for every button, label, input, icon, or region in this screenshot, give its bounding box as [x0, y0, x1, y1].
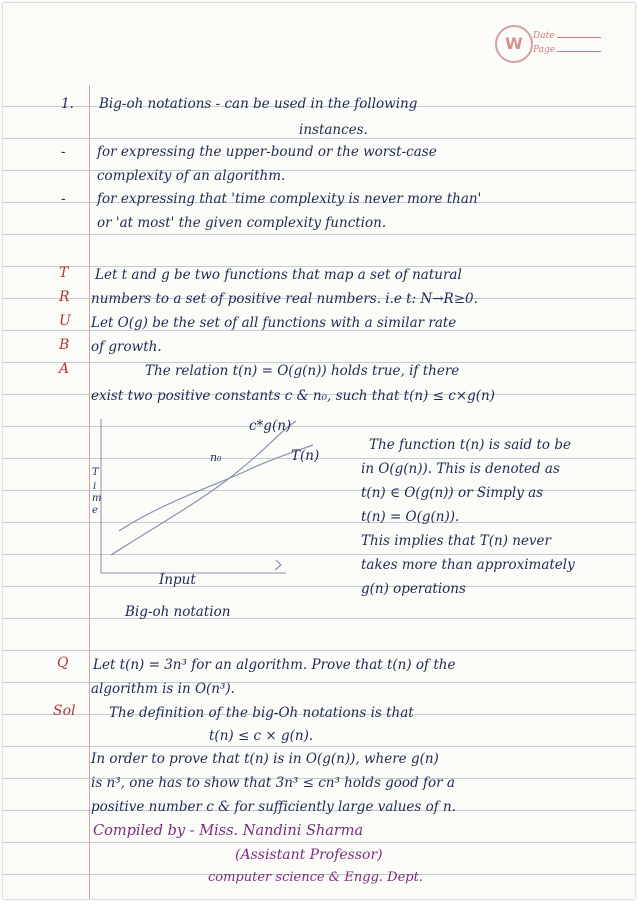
- notebook-logo: W: [495, 25, 533, 63]
- question-line: algorithm is in O(n³).: [91, 681, 235, 697]
- definition-line: exist two positive constants c & n₀, such that t(n) ≤ c×g(n): [91, 388, 495, 404]
- date-field: [533, 31, 601, 41]
- y-axis-letter: T: [92, 467, 99, 478]
- question-line: Let t(n) = 3n³ for an algorithm. Prove that t(n) of the: [93, 657, 456, 673]
- solution-line: In order to prove that t(n) is in O(g(n)), where g(n): [91, 751, 439, 767]
- compiled-by: Compiled by - Miss. Nandini Sharma: [93, 823, 364, 839]
- author-dept: computer science & Engg. Dept.: [208, 870, 423, 885]
- page-label: Page: [533, 45, 556, 55]
- explanation-line: The function t(n) is said to be: [369, 437, 571, 453]
- y-axis-letter: m: [92, 493, 102, 504]
- explanation-line: t(n) ∈ O(g(n)) or Simply as: [361, 485, 544, 501]
- cg-label: c*g(n): [249, 418, 292, 434]
- author-title: (Assistant Professor): [235, 847, 383, 863]
- bullet-dash: -: [61, 144, 66, 160]
- margin-letter: B: [59, 337, 70, 353]
- arrow-icon: [275, 560, 281, 570]
- bullet-dash: -: [61, 191, 66, 207]
- big-oh-graph: [91, 413, 361, 598]
- explanation-line: g(n) operations: [361, 581, 466, 597]
- explanation-line: t(n) = O(g(n)).: [361, 509, 460, 525]
- bullet2-line2: or 'at most' the given complexity function.: [97, 215, 387, 231]
- x-axis-label: Input: [159, 572, 196, 588]
- definition-line: The relation t(n) = O(g(n)) holds true, if there: [145, 363, 460, 379]
- explanation-line: in O(g(n)). This is denoted as: [361, 461, 560, 477]
- q1-heading-cont: instances.: [299, 122, 368, 138]
- tn-label: T(n): [291, 448, 320, 464]
- graph-caption: Big-oh notation: [125, 604, 231, 620]
- question-label: Q: [57, 655, 69, 671]
- margin-line: [89, 3, 90, 899]
- cg-curve: [111, 421, 296, 555]
- solution-line: t(n) ≤ c × g(n).: [209, 728, 314, 744]
- explanation-line: This implies that T(n) never: [361, 533, 552, 549]
- solution-label: Sol: [53, 703, 76, 719]
- q1-number: 1.: [61, 96, 74, 112]
- bullet1-line2: complexity of an algorithm.: [97, 168, 286, 184]
- margin-letter: A: [59, 361, 70, 377]
- notebook-page: [3, 3, 635, 899]
- q1-heading: Big-oh notations - can be used in the following: [99, 96, 418, 112]
- bullet2-line1: for expressing that 'time complexity is never more than': [97, 191, 482, 207]
- margin-letter: T: [59, 265, 69, 281]
- solution-line: positive number c & for sufficiently large values of n.: [91, 799, 457, 815]
- definition-line: of growth.: [91, 339, 162, 355]
- definition-line: numbers to a set of positive real numbers. i.e t: N→R≥0.: [91, 291, 478, 307]
- definition-line: Let t and g be two functions that map a set of natural: [95, 267, 462, 283]
- date-label: Date: [533, 31, 555, 41]
- y-axis-letter: i: [93, 481, 97, 492]
- margin-letter: R: [59, 289, 70, 305]
- solution-line: The definition of the big-Oh notations is that: [109, 705, 414, 721]
- definition-line: Let O(g) be the set of all functions with a similar rate: [91, 315, 457, 331]
- n0-label: n₀: [210, 451, 222, 464]
- solution-line: is n³, one has to show that 3n³ ≤ cn³ holds good for a: [91, 775, 455, 791]
- margin-letter: U: [59, 313, 71, 329]
- page-field: [533, 45, 601, 55]
- bullet1-line1: for expressing the upper-bound or the worst-case: [97, 144, 437, 160]
- explanation-line: takes more than approximately: [361, 557, 575, 573]
- y-axis-letter: e: [92, 505, 98, 516]
- page-header: [3, 3, 635, 85]
